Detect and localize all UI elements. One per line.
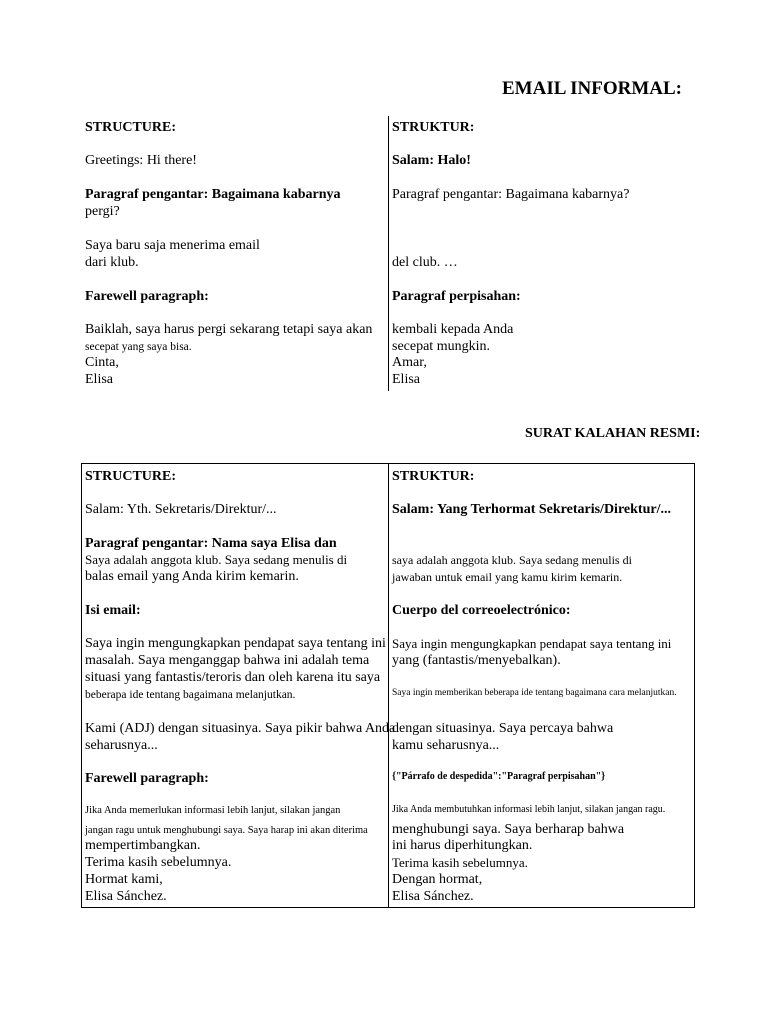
informal-left-intro-heading: Paragraf pengantar: Bagaimana kabarnya xyxy=(85,187,341,202)
formal-left-intro-line3: balas email yang Anda kirim kemarin. xyxy=(85,569,299,584)
formal-right-farewell-line1: Jika Anda membutuhkan informasi lebih lanjut, silakan jangan ragu. xyxy=(392,804,666,815)
formal-left-body-line2: masalah. Saya menganggap bahwa ini adalah tema xyxy=(85,653,370,668)
formal-left-adj-line1: Kami (ADJ) dengan situasinya. Saya pikir bahwa Anda xyxy=(85,721,396,736)
informal-left-body-line2: dari klub. xyxy=(85,255,139,270)
formal-left-farewell-line3: mempertimbangkan. xyxy=(85,838,201,853)
formal-right-name: Elisa Sánchez. xyxy=(392,889,474,904)
informal-right-body: del club. … xyxy=(392,255,458,270)
informal-left-closing: Cinta, xyxy=(85,355,119,370)
formal-right-intro-line1: saya adalah anggota klub. Saya sedang menulis di xyxy=(392,553,632,567)
informal-right-heading: STRUKTUR: xyxy=(392,120,475,135)
formal-left-adj-line2: seharusnya... xyxy=(85,738,158,753)
formal-left-farewell-line2: jangan ragu untuk menghubungi saya. Saya harap ini akan diterima xyxy=(85,825,368,836)
informal-right-farewell-line2: secepat mungkin. xyxy=(392,339,490,354)
informal-left-farewell-heading: Farewell paragraph: xyxy=(85,289,209,304)
formal-left-body-line4: beberapa ide tentang bagaimana melanjutkan. xyxy=(85,689,296,701)
formal-right-greeting: Salam: Yang Terhormat Sekretaris/Direktur/... xyxy=(392,502,671,517)
formal-right-farewell-line3: ini harus diperhitungkan. xyxy=(392,838,533,853)
formal-right-body-line2: yang (fantastis/menyebalkan). xyxy=(392,653,561,668)
formal-title: SURAT KALAHAN RESMI: xyxy=(525,426,701,441)
formal-left-intro-heading: Paragraf pengantar: Nama saya Elisa dan xyxy=(85,536,337,551)
formal-left-farewell-heading: Farewell paragraph: xyxy=(85,771,209,786)
informal-right-greeting: Salam: Halo! xyxy=(392,153,471,168)
formal-right-heading: STRUKTUR: xyxy=(392,469,475,484)
informal-column-divider xyxy=(388,116,389,391)
formal-right-adj-line1: dengan situasinya. Saya percaya bahwa xyxy=(392,721,614,736)
formal-left-greeting: Salam: Yth. Sekretaris/Direktur/... xyxy=(85,502,277,517)
informal-left-body-line1: Saya baru saja menerima email xyxy=(85,238,260,253)
formal-right-body-line3: Saya ingin memberikan beberapa ide tentang bagaimana cara melanjutkan. xyxy=(392,688,677,698)
formal-left-intro-line2: Saya adalah anggota klub. Saya sedang menulis di xyxy=(85,552,348,567)
formal-right-adj-line2: kamu seharusnya... xyxy=(392,738,500,753)
formal-left-body-line1: Saya ingin mengungkapkan pendapat saya tentang ini xyxy=(85,636,386,651)
formal-column-divider xyxy=(388,463,389,908)
formal-right-body-line1: Saya ingin mengungkapkan pendapat saya tentang ini xyxy=(392,636,672,651)
informal-left-farewell-line2: secepat yang saya bisa. xyxy=(85,341,192,353)
informal-right-name: Elisa xyxy=(392,372,420,387)
formal-left-heading: STRUCTURE: xyxy=(85,469,177,484)
formal-right-intro-line2: jawaban untuk email yang kamu kirim kemarin. xyxy=(392,570,623,584)
formal-right-thanks: Terima kasih sebelumnya. xyxy=(392,855,528,870)
informal-title: EMAIL INFORMAL: xyxy=(502,78,682,99)
formal-left-body-heading: Isi email: xyxy=(85,603,141,618)
informal-right-farewell-line1: kembali kepada Anda xyxy=(392,322,514,337)
formal-left-thanks: Terima kasih sebelumnya. xyxy=(85,855,232,870)
informal-right-farewell-heading: Paragraf perpisahan: xyxy=(392,289,521,304)
formal-left-farewell-line1: Jika Anda memerlukan informasi lebih lanjut, silakan jangan xyxy=(85,805,341,816)
formal-left-body-line3: situasi yang fantastis/teroris dan oleh karena itu saya xyxy=(85,670,381,685)
informal-left-name: Elisa xyxy=(85,372,113,387)
informal-right-closing: Amar, xyxy=(392,355,427,370)
informal-left-intro-cont: pergi? xyxy=(85,204,120,219)
formal-right-body-heading: Cuerpo del correoelectrónico: xyxy=(392,603,571,618)
informal-left-heading: STRUCTURE: xyxy=(85,120,177,135)
formal-right-farewell-heading: {"Párrafo de despedida":"Paragraf perpisahan"} xyxy=(392,771,606,782)
formal-right-closing: Dengan hormat, xyxy=(392,872,483,887)
formal-left-name: Elisa Sánchez. xyxy=(85,889,167,904)
informal-left-greeting: Greetings: Hi there! xyxy=(85,153,197,168)
formal-left-closing: Hormat kami, xyxy=(85,872,163,887)
informal-left-farewell-line1: Baiklah, saya harus pergi sekarang tetapi saya akan xyxy=(85,322,373,337)
informal-right-intro: Paragraf pengantar: Bagaimana kabarnya? xyxy=(392,187,630,202)
formal-right-farewell-line2: menghubungi saya. Saya berharap bahwa xyxy=(392,822,625,837)
